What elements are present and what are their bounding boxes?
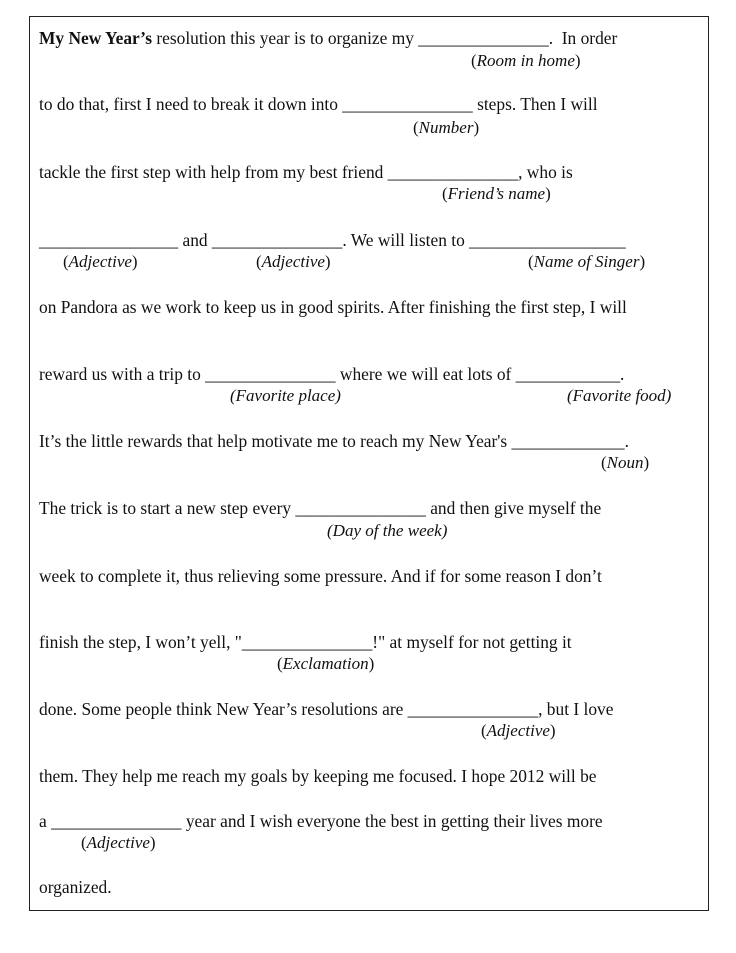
line-6: reward us with a trip to _______________ where we will eat lots of ____________.: [39, 364, 625, 384]
title-bold: My New Year’s: [39, 28, 152, 48]
line-13: a _______________ year and I wish everyone the best in getting their lives more: [39, 811, 603, 831]
line-7: It’s the little rewards that help motivate me to reach my New Year's _____________.: [39, 431, 629, 451]
label-room-in-home: (Room in home): [471, 51, 581, 70]
label-adjective-1: (Adjective): [63, 252, 138, 271]
label-friends-name: (Friend’s name): [442, 184, 551, 203]
line-11: done. Some people think New Year’s resolutions are _______________, but I love: [39, 699, 614, 719]
label-adjective-4: (Adjective): [81, 833, 156, 852]
line-2: to do that, first I need to break it down into _______________ steps. Then I will: [39, 94, 598, 114]
line-12: them. They help me reach my goals by keeping me focused. I hope 2012 will be: [39, 766, 597, 786]
label-favorite-food: (Favorite food): [567, 386, 672, 405]
label-number: (Number): [413, 118, 480, 137]
line-1: [39, 28, 617, 48]
label-adjective-2: (Adjective): [256, 252, 331, 271]
line-5: on Pandora as we work to keep us in good spirits. After finishing the first step, I will: [39, 297, 627, 317]
line-4: ________________ and _______________. We will listen to __________________: [39, 230, 626, 250]
label-favorite-place: (Favorite place): [230, 386, 341, 405]
line-3: tackle the first step with help from my best friend _______________, who is: [39, 162, 573, 182]
line-14: organized.: [39, 877, 112, 897]
label-exclamation: (Exclamation): [277, 654, 375, 673]
line-9: week to complete it, thus relieving some pressure. And if for some reason I don’t: [39, 566, 602, 586]
label-adjective-3: (Adjective): [481, 721, 556, 740]
label-name-of-singer: (Name of Singer): [528, 252, 646, 271]
label-noun: (Noun): [601, 453, 650, 472]
label-day-of-week: (Day of the week): [327, 521, 448, 540]
line-1-text: resolution this year is to organize my _______________. In order: [152, 28, 618, 48]
line-8: The trick is to start a new step every _______________ and then give myself the: [39, 498, 602, 518]
line-10: finish the step, I won’t yell, "_______________!" at myself for not getting it: [39, 632, 572, 652]
